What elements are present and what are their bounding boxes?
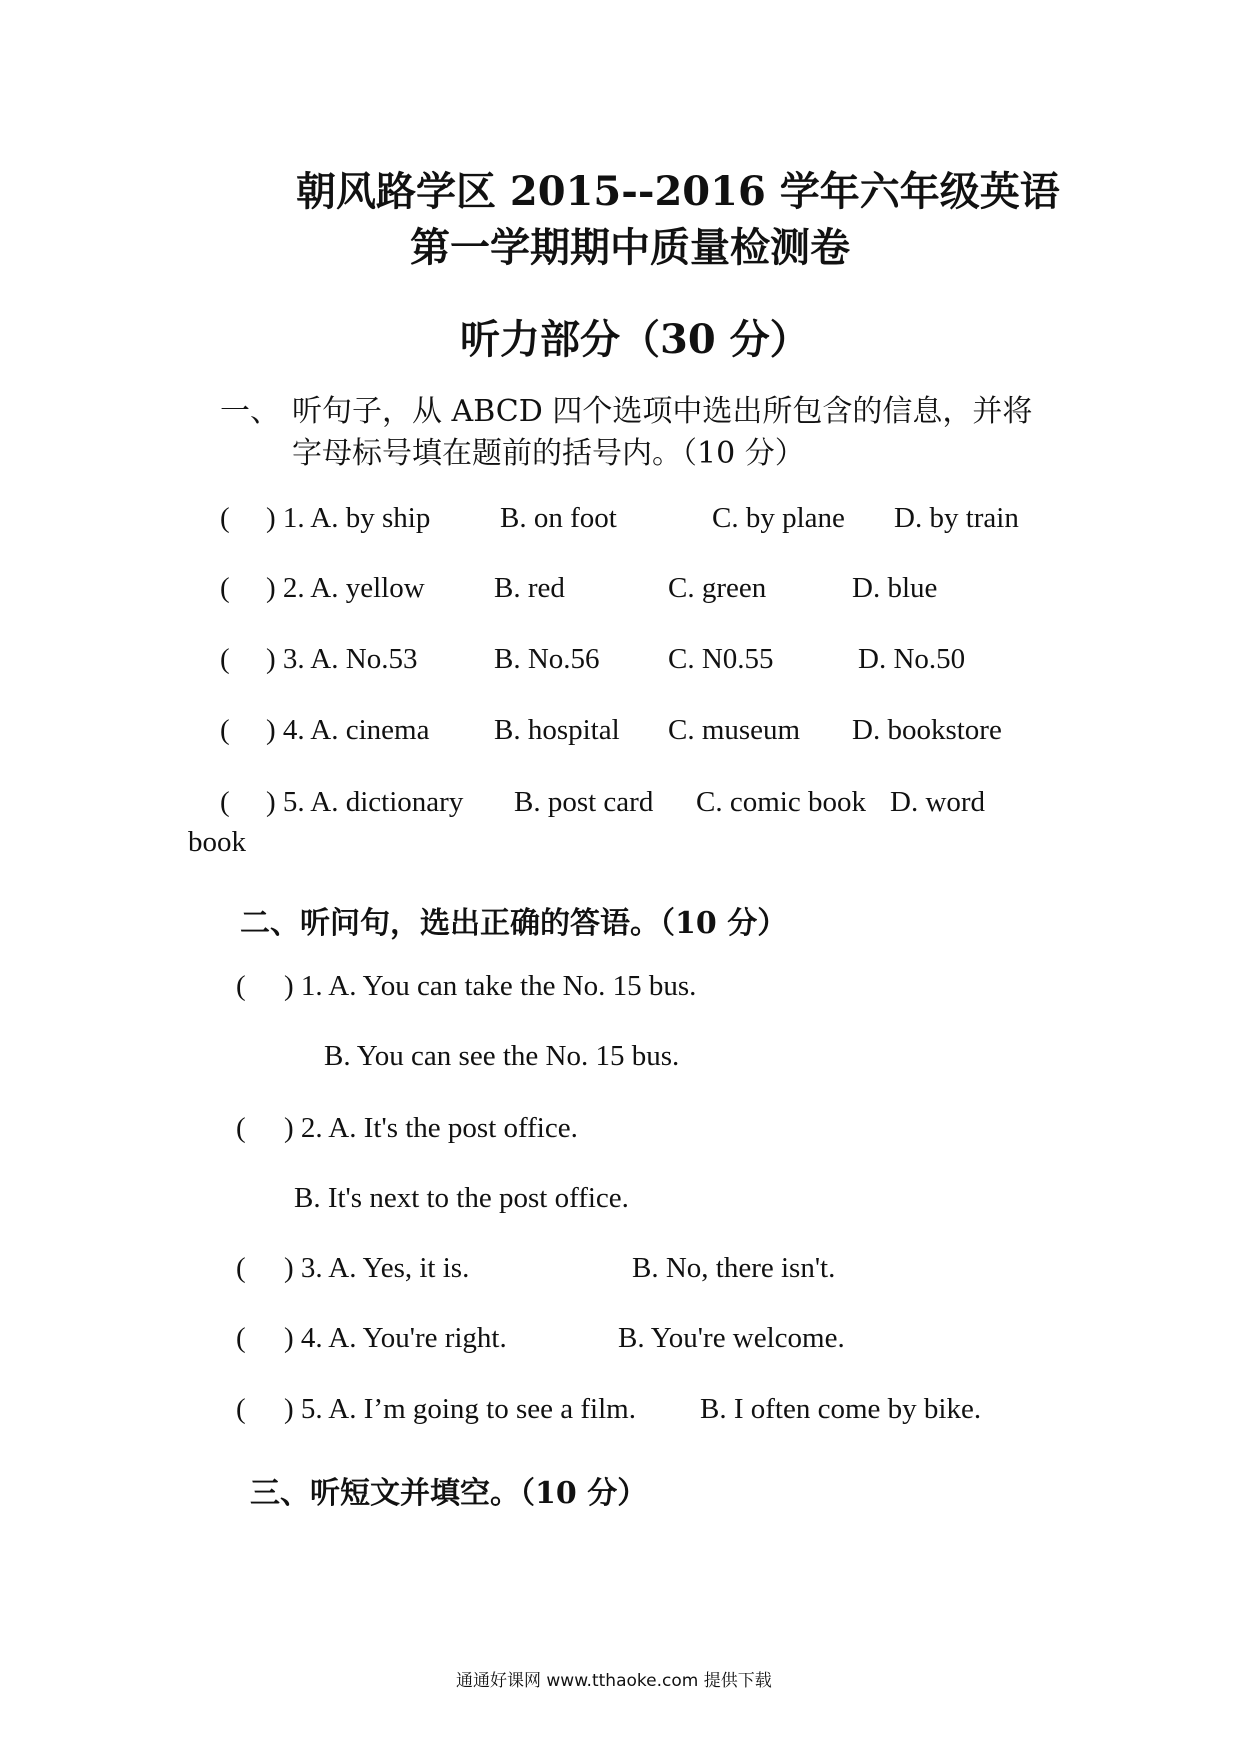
option-b: B. No.56: [494, 643, 600, 675]
option-a: ) 1. A. You can take the No. 15 bus.: [284, 970, 697, 1002]
option-a: ) 5. A. dictionary: [266, 786, 464, 818]
option-b: B. You're welcome.: [618, 1322, 845, 1354]
option-b: B. red: [494, 572, 565, 604]
answer-paren[interactable]: (: [236, 1112, 246, 1144]
option-b: B. post card: [514, 786, 654, 818]
option-a: ) 3. A. Yes, it is.: [284, 1252, 470, 1284]
option-c: C. comic book: [696, 786, 866, 818]
option-d: D. bookstore: [852, 714, 1002, 746]
page-footer: 通通好课网 www.tthaoke.com 提供下载: [456, 1671, 772, 1691]
option-a: ) 2. A. It's the post office.: [284, 1112, 578, 1144]
option-c: C. green: [668, 572, 767, 604]
answer-paren[interactable]: (: [236, 970, 246, 1002]
option-b: B. No, there isn't.: [632, 1252, 836, 1284]
option-b: B. hospital: [494, 714, 620, 746]
section2-heading: 二、听问句，选出正确的答语。（10 分）: [240, 906, 788, 941]
option-a: ) 1. A. by ship: [266, 502, 431, 534]
answer-paren[interactable]: (: [236, 1393, 246, 1425]
answer-paren[interactable]: (: [220, 786, 230, 818]
option-c: C. museum: [668, 714, 801, 746]
exam-title-line2: 第一学期期中质量检测卷: [410, 224, 850, 271]
option-b: B. It's next to the post office.: [294, 1182, 629, 1214]
section1-number: 一、: [220, 394, 280, 429]
option-b: B. I often come by bike.: [700, 1393, 982, 1425]
section1-instruction-line1: 听句子，从 ABCD 四个选项中选出所包含的信息，并将: [292, 394, 1033, 429]
answer-paren[interactable]: (: [220, 502, 230, 534]
option-d: D. word: [890, 786, 986, 818]
option-b: B. on foot: [500, 502, 617, 534]
section1-instruction-line2: 字母标号填在题前的括号内。（10 分）: [292, 436, 805, 471]
answer-paren[interactable]: (: [236, 1252, 246, 1284]
option-a: ) 2. A. yellow: [266, 572, 425, 604]
option-d: D. by train: [894, 502, 1019, 534]
section3-heading: 三、听短文并填空。（10 分）: [250, 1476, 648, 1511]
answer-paren[interactable]: (: [220, 643, 230, 675]
exam-title-line1: 朝风路学区 2015--2016 学年六年级英语: [296, 168, 1060, 215]
option-a: ) 3. A. No.53: [266, 643, 418, 675]
option-d-wrap: book: [188, 826, 246, 858]
option-d: D. blue: [852, 572, 938, 604]
option-d: D. No.50: [858, 643, 966, 675]
answer-paren[interactable]: (: [220, 714, 230, 746]
part-title: 听力部分（30 分）: [460, 316, 810, 363]
option-a: ) 5. A. I’m going to see a film.: [284, 1393, 636, 1425]
option-c: C. by plane: [712, 502, 845, 534]
answer-paren[interactable]: (: [220, 572, 230, 604]
option-a: ) 4. A. You're right.: [284, 1322, 507, 1354]
option-c: C. N0.55: [668, 643, 774, 675]
answer-paren[interactable]: (: [236, 1322, 246, 1354]
option-a: ) 4. A. cinema: [266, 714, 430, 746]
option-b: B. You can see the No. 15 bus.: [324, 1040, 680, 1072]
